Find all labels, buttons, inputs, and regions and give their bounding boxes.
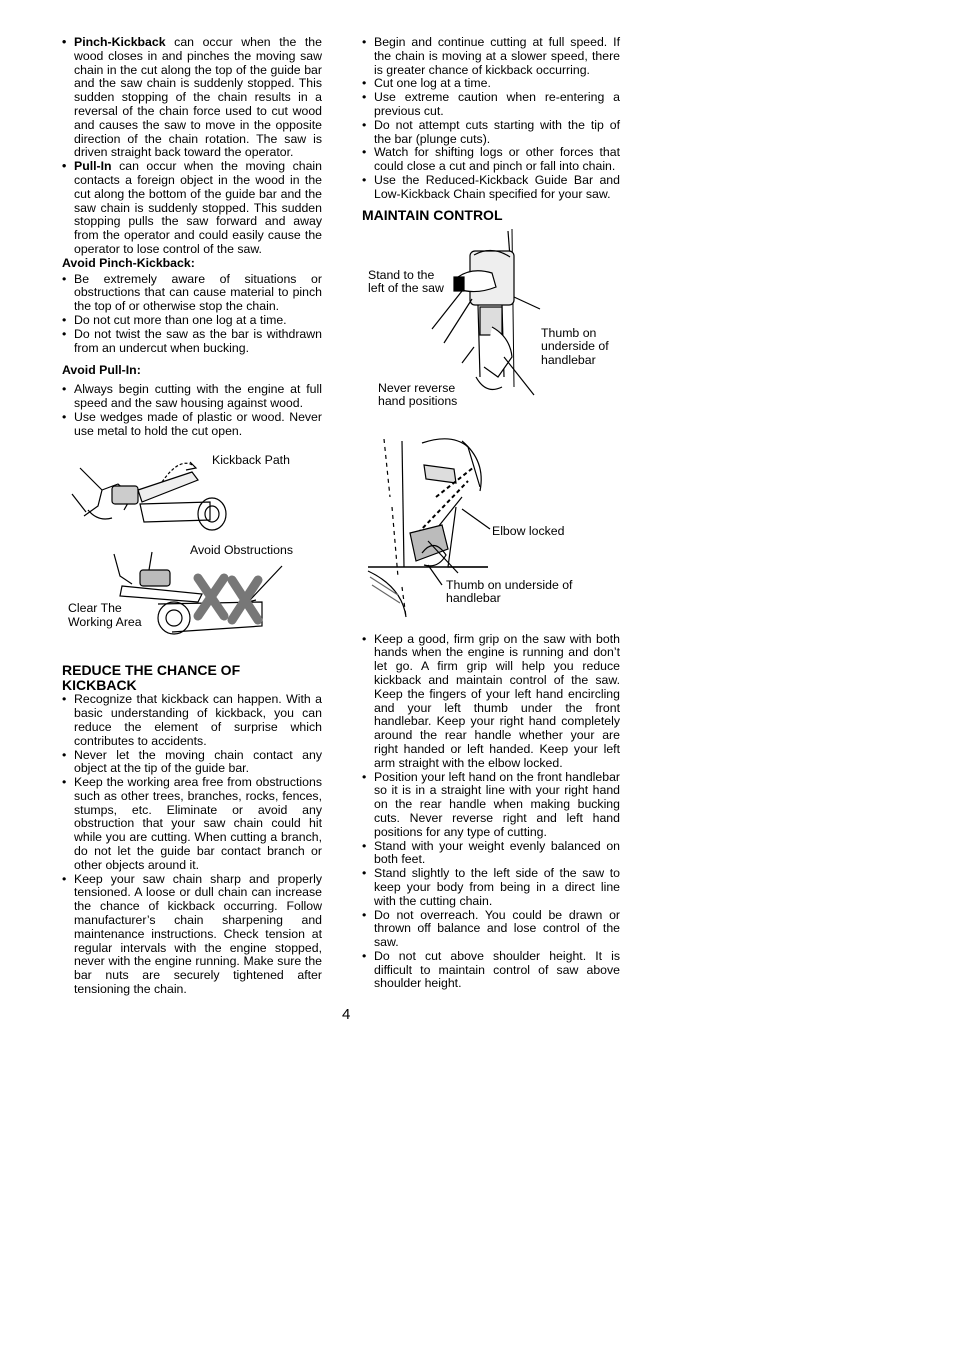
list-item: • Do not cut more than one log at a time. bbox=[62, 314, 322, 328]
thumb-underside-label bbox=[541, 327, 609, 368]
list-item: • Do not attempt cuts starting with the tip of the bar (plunge cuts). bbox=[362, 119, 620, 147]
label-line: hand positions bbox=[378, 394, 458, 409]
list-item: • Use extreme caution when re-entering a previous cut. bbox=[362, 91, 620, 119]
label-line: Working Area bbox=[68, 614, 142, 629]
label-line: left of the saw bbox=[368, 281, 444, 296]
section-heading-avoid-pull: Avoid Pull-In: bbox=[62, 363, 141, 378]
never-reverse-label bbox=[378, 382, 457, 409]
section-heading-maintain-control: MAINTAIN CONTROL bbox=[362, 206, 503, 223]
section-heading-reduce-kickback bbox=[62, 663, 322, 693]
label-line: Thumb on bbox=[541, 325, 597, 340]
page-number: 4 bbox=[342, 1006, 351, 1023]
avoid-obstructions-figure bbox=[62, 543, 322, 641]
clear-working-area-label bbox=[68, 602, 142, 629]
list-item: • Be extremely aware of situations or obstructions that can cause material to pinch the top of or otherwise stop the chain. bbox=[62, 273, 322, 314]
list-item: • Cut one log at a time. bbox=[362, 77, 620, 91]
term: Pinch-Kickback bbox=[74, 35, 166, 49]
list-item: • Use the Reduced-Kickback Guide Bar and Low-Kickback Chain specified for your saw. bbox=[362, 174, 620, 202]
kickback-path-label: Kickback Path bbox=[212, 453, 290, 468]
list-item: • Do not overreach. You could be drawn or thrown off balance and lose control of the saw. bbox=[362, 909, 620, 950]
avoid-obstructions-label: Avoid Obstructions bbox=[190, 543, 293, 558]
left-column bbox=[62, 36, 322, 997]
term-text: can occur when the the wood closes in and pinches the moving saw chain in the cut along the top of the guide bar and the saw chain is suddenly stopped. This sudden stopping of the chain results in a reversal of the chain force used to cut wood and causes the saw to move in the opposite direction of the chain rotation. The saw is driven straight back toward the operator. bbox=[74, 35, 322, 160]
thumb-underside-label-2 bbox=[446, 579, 572, 606]
list-item: • Stand with your weight evenly balanced on both feet. bbox=[362, 840, 620, 868]
grip-position-figure bbox=[362, 227, 620, 417]
list-item: • Keep the working area free from obstructions such as other trees, branches, rocks, fences, stumps, etc. Eliminate or avoid any obstruction that your saw chain could hit while you are cutting. When cutting a branch, do not let the guide bar contact branch or other objects around it. bbox=[62, 776, 322, 873]
list-item: • Watch for shifting logs or other forces that could close a cut and pinch or fall into chain. bbox=[362, 146, 620, 174]
cutting-tips-list bbox=[362, 36, 620, 202]
kickback-path-figure bbox=[62, 450, 322, 540]
list-item: • Do not cut above shoulder height. It is difficult to maintain control of saw above shoulder height. bbox=[362, 950, 620, 991]
label-line: handlebar bbox=[541, 352, 596, 367]
list-item: • Do not twist the saw as the bar is withdrawn from an undercut when bucking. bbox=[62, 328, 322, 356]
list-item: • Keep a good, firm grip on the saw with both hands when the engine is running and don’t let go. A firm grip will help you reduce kickback and maintain control of the saw. Keep the fingers of your left hand encircling and your left thumb under the front handlebar. Keep your right hand completely around the rear handle whether your are right handed or left handed. Keep your left arm straight with the elbow locked. bbox=[362, 633, 620, 771]
list-item: • Keep your saw chain sharp and properly tensioned. A loose or dull chain can increase the chance of kickback occurring. Follow manufacturer’s chain sharpening and maintenance instructions. Check tension at regular intervals with the engine stopped, never with the engine running. Make sure the bar nuts are securely tightened after tensioning the chain. bbox=[62, 873, 322, 997]
label-line: Clear The bbox=[68, 601, 122, 616]
list-item: • Never let the moving chain contact any object at the tip of the guide bar. bbox=[62, 749, 322, 777]
heading-line: REDUCE THE CHANCE OF bbox=[62, 662, 241, 679]
kickback-types-list bbox=[62, 36, 322, 257]
avoid-pull-list bbox=[62, 383, 322, 438]
label-line: Stand to the bbox=[368, 267, 435, 282]
elbow-locked-figure bbox=[362, 437, 620, 619]
list-item bbox=[62, 160, 322, 257]
avoid-pinch-list bbox=[62, 273, 322, 356]
list-item: • Begin and continue cutting at full speed. If the chain is moving at a slower speed, there is greater chance of kickback occurring. bbox=[362, 36, 620, 77]
section-heading-avoid-pinch: Avoid Pinch-Kickback: bbox=[62, 255, 195, 270]
list-item: • Stand slightly to the left side of the saw to keep your body from being in a direct line with the cutting chain. bbox=[362, 867, 620, 908]
label-line: Never reverse bbox=[378, 380, 456, 395]
list-item: • Recognize that kickback can happen. With a basic understanding of kickback, you can reduce the element of surprise which contributes to accidents. bbox=[62, 693, 322, 748]
list-item: • Always begin cutting with the engine at full speed and the saw housing against wood. bbox=[62, 383, 322, 411]
heading-line: KICKBACK bbox=[62, 677, 137, 694]
label-line: Thumb on underside of bbox=[446, 577, 573, 592]
list-item bbox=[62, 36, 322, 160]
list-item: • Position your left hand on the front handlebar so it is in a straight line with your right hand on the rear handle when making bucking cuts. Never reverse right and left hand positions for any type of cutting. bbox=[362, 771, 620, 840]
right-column bbox=[362, 36, 620, 991]
elbow-locked-label: Elbow locked bbox=[492, 523, 565, 538]
reduce-kickback-list bbox=[62, 693, 322, 997]
stand-left-label bbox=[368, 269, 444, 296]
list-item: • Use wedges made of plastic or wood. Never use metal to hold the cut open. bbox=[62, 411, 322, 439]
term: Pull-In bbox=[74, 159, 112, 174]
label-line: underside of bbox=[541, 339, 609, 354]
term-text: can occur when the moving chain contacts a foreign object in the wood in the cut along the bottom of the guide bar and the saw chain is suddenly stopped. This sudden stopping pulls the saw forward and away from the operator and could easily cause the operator to lose control of the saw. bbox=[74, 159, 322, 256]
control-tips-list bbox=[362, 633, 620, 992]
label-line: handlebar bbox=[446, 591, 501, 606]
